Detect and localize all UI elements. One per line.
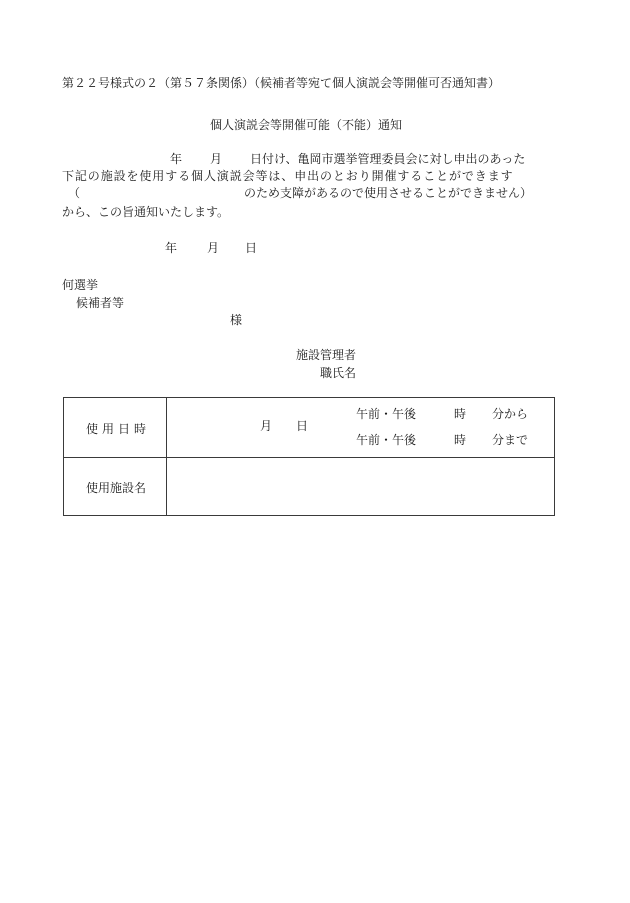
date-month-label: 月 (207, 241, 220, 255)
end-ampm-label: 午前・午後 (356, 433, 417, 447)
form-number-title: 第２２号様式の２（第５７条関係）（候補者等宛て個人演説会等開催可否通知書） (62, 76, 501, 90)
usage-month-label: 月 (260, 419, 273, 433)
reason-open-paren: （ (68, 186, 81, 200)
honorific-sama: 様 (230, 313, 243, 327)
start-hour-label: 時 (454, 407, 467, 421)
start-minute-label: 分から (492, 407, 529, 421)
notice-date (165, 240, 305, 256)
document-title: 個人演説会等開催可能（不能）通知 (210, 118, 403, 132)
end-hour-label: 時 (454, 433, 467, 447)
usage-day-label: 日 (296, 419, 309, 433)
manager-name-label: 職氏名 (320, 366, 357, 380)
facility-manager-title: 施設管理者 (296, 348, 357, 362)
election-name: 何選挙 (62, 278, 99, 292)
end-minute-label: 分まで (492, 433, 529, 447)
usage-table (63, 397, 555, 516)
start-ampm-label: 午前・午後 (356, 407, 417, 421)
date-year-label: 年 (165, 241, 178, 255)
candidate-label: 候補者等 (76, 296, 125, 310)
table-row-divider (64, 457, 554, 458)
body-paragraph-line-2: 下記の施設を使用する個人演説会等は、申出のとおり開催することができます (62, 169, 514, 183)
body-paragraph-line-3 (62, 185, 558, 201)
body-paragraph-line-1 (62, 151, 558, 167)
usage-datetime-label: 使用日時 (86, 422, 151, 436)
body-paragraph-line-4: から、この旨通知いたします。 (62, 205, 230, 219)
date-day-label: 日 (245, 241, 258, 255)
reason-rest-text: のため支障があるので使用させることができません） (244, 186, 533, 200)
body-year-label: 年 (170, 152, 183, 166)
body-month-label: 月 (210, 152, 223, 166)
body-date-rest: 日付け、亀岡市選挙管理委員会に対し申出のあった (250, 152, 526, 166)
usage-facility-label: 使用施設名 (86, 481, 147, 495)
